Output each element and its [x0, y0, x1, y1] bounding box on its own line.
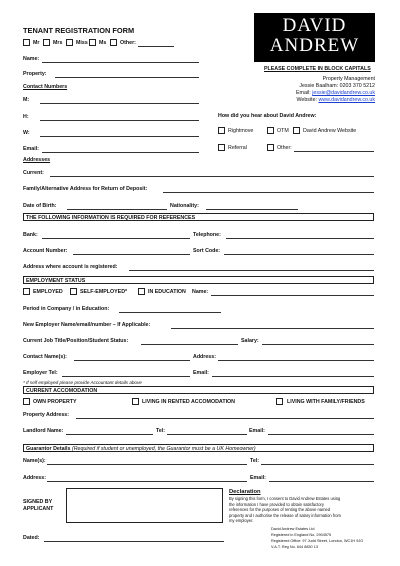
rightmove-checkbox[interactable] — [218, 127, 225, 134]
referral-label: Referral — [228, 145, 247, 151]
account-address-field[interactable] — [129, 270, 374, 271]
employer-email-label: Email: — [193, 370, 209, 376]
account-address-text: Address where account is registered: — [23, 264, 118, 270]
email-link[interactable]: jessie@davidandrew.co.uk — [312, 90, 375, 96]
website-link[interactable]: www.davidandrew.co.uk — [318, 97, 375, 103]
self-employed-checkbox[interactable] — [70, 288, 77, 295]
employer-address-label: Address: — [193, 354, 216, 360]
company-line-4: V.A.T. Reg No. 644 8830 13 — [271, 545, 318, 549]
contact-names-label: Contact Name(s): — [23, 354, 67, 360]
other-title-field[interactable] — [138, 46, 174, 47]
dob-label: Date of Birth: — [23, 203, 57, 209]
guarantor-tel-field[interactable] — [261, 464, 374, 465]
references-header — [23, 213, 374, 221]
mrs-checkbox[interactable] — [43, 39, 50, 46]
mrs-label: Mrs — [53, 40, 63, 46]
dept-text: Property Management — [322, 76, 375, 82]
self-employed-label: SELF-EMPLOYED* — [80, 289, 128, 295]
references-heading: THE FOLLOWING INFORMATION IS REQUIRED FOR REFERENCES — [26, 214, 196, 221]
form-title: TENANT REGISTRATION FORM — [23, 26, 135, 35]
account-address-label — [23, 264, 118, 270]
family-address-field[interactable] — [163, 192, 374, 193]
job-title-label: Current Job Title/Position/Student Status: — [23, 338, 129, 344]
dated-field[interactable] — [44, 541, 224, 542]
other-source-field[interactable] — [294, 151, 374, 152]
rented-checkbox[interactable] — [132, 398, 139, 405]
miss-label: Miss — [76, 40, 88, 46]
education-checkbox[interactable] — [138, 288, 145, 295]
work-field[interactable] — [40, 136, 199, 137]
guarantor-address-label: Address: — [23, 475, 46, 481]
guarantor-address-field[interactable] — [47, 481, 247, 482]
dated-label: Dated: — [23, 535, 40, 541]
employment-header — [23, 276, 374, 284]
name-label: Name: — [23, 56, 40, 62]
personal-email-label: Email: — [23, 146, 39, 152]
home-label: H: — [23, 114, 29, 120]
signed-by-label-2: APPLICANT — [23, 506, 54, 512]
bank-label: Bank: — [23, 232, 38, 238]
mr-checkbox[interactable] — [23, 39, 30, 46]
home-field[interactable] — [40, 120, 199, 121]
other-source-checkbox[interactable] — [267, 144, 274, 151]
self-employed-note: * If self employed please provide Accountant details above — [23, 380, 142, 385]
declaration-line-1: By signing this form, I consent to David Andrew Estates using — [229, 496, 341, 501]
other-source-label: Other: — [277, 145, 292, 151]
landlord-tel-label: Tel: — [156, 428, 166, 434]
sort-code-field[interactable] — [224, 254, 374, 255]
ms-checkbox[interactable] — [89, 39, 96, 46]
landlord-name-label: Landlord Name: — [23, 428, 64, 434]
own-property-label: OWN PROPERTY — [33, 399, 77, 405]
guarantor-email-label: Email: — [250, 475, 266, 481]
miss-checkbox[interactable] — [66, 39, 73, 46]
declaration-heading: Declaration — [229, 489, 261, 495]
declaration-line-2: the information I have provided to obtain satisfactory — [229, 501, 324, 507]
addresses-heading: Addresses — [23, 157, 51, 163]
declaration-line-4: property and I authorise the release of salary information from — [229, 512, 341, 518]
ms-label: Ms — [99, 40, 107, 46]
employer-email-field[interactable] — [212, 376, 374, 377]
current-address-label: Current: — [23, 170, 44, 176]
employer-tel-label: Employer Tel: — [23, 370, 58, 376]
landlord-tel-field[interactable] — [167, 434, 247, 435]
landlord-email-label: Email: — [249, 428, 265, 434]
salary-label: Salary: — [241, 338, 259, 344]
employment-heading: EMPLOYMENT STATUS — [26, 277, 86, 284]
name-field[interactable] — [42, 62, 199, 63]
declaration-line-3: references for the purposes of renting the above named — [229, 507, 331, 512]
declaration-line-5: my employer. — [229, 518, 254, 523]
salary-field[interactable] — [262, 344, 374, 345]
employer-tel-field[interactable] — [62, 376, 190, 377]
rightmove-label: Rightmove — [228, 128, 254, 134]
website-prefix: Website: — [296, 97, 319, 103]
guarantor-heading-wrap — [26, 446, 256, 452]
rented-label: LIVING IN RENTED ACCOMODATION — [142, 399, 235, 405]
logo-line-2: ANDREW — [269, 35, 360, 56]
guarantor-tel-label: Tel: — [250, 458, 260, 464]
contact-numbers-heading: Contact Numbers — [23, 84, 68, 90]
contact-names-field[interactable] — [74, 360, 190, 361]
block-capitals-note: PLEASE COMPLETE IN BLOCK CAPITALS — [264, 66, 371, 72]
family-friends-label: LIVING WITH FAMILY/FRIENDS — [287, 399, 365, 405]
employed-label: EMPLOYED — [33, 289, 63, 295]
guarantor-names-field[interactable] — [47, 464, 247, 465]
family-address-label: Family/Alternative Address for Return of Deposit: — [23, 186, 148, 192]
job-title-field[interactable] — [141, 344, 238, 345]
current-address-field[interactable] — [50, 176, 374, 177]
david-andrew-logo — [254, 13, 375, 62]
otm-label: OTM — [277, 128, 289, 134]
signed-by-label-1: SIGNED BY — [23, 499, 53, 505]
account-number-label: Account Number: — [23, 248, 68, 254]
contact-text: Jessie Baalham: 0203 370 5212 — [299, 83, 375, 89]
accommodation-heading: CURRENT ACCOMODATION — [26, 387, 98, 394]
mobile-label: M: — [23, 97, 30, 103]
new-employer-field[interactable] — [171, 328, 374, 329]
personal-email-field[interactable] — [42, 152, 199, 153]
new-employer-label: New Employer Name/email/number – If Applicable: — [23, 322, 151, 328]
work-label: W: — [23, 130, 30, 136]
guarantor-header — [23, 444, 374, 452]
mr-label: Mr — [33, 40, 40, 46]
bank-telephone-label: Telephone: — [193, 232, 221, 238]
employer-address-field[interactable] — [218, 360, 374, 361]
mobile-field[interactable] — [40, 103, 199, 104]
bank-telephone-field[interactable] — [226, 238, 374, 239]
bank-field[interactable] — [42, 238, 190, 239]
website-checkbox[interactable] — [293, 127, 300, 134]
employer-name-field[interactable] — [211, 295, 374, 296]
period-label: Period in Company / in Education: — [23, 306, 110, 312]
company-line-3: Registered Office: 97 Judd Street, London, WC1H 9JG — [271, 539, 364, 543]
logo-line-1: DAVID — [282, 15, 347, 36]
company-line-2: Registered in England No. 2904575 — [271, 533, 332, 537]
accommodation-header — [23, 386, 374, 394]
guarantor-note: (Required if student or unemployed, the Guarantor must be a UK Homeowner) — [70, 445, 256, 452]
property-address-field[interactable] — [76, 418, 374, 419]
sort-code-label: Sort Code: — [193, 248, 221, 254]
guarantor-names-label: Name(s): — [23, 458, 46, 464]
referral-checkbox[interactable] — [218, 144, 225, 151]
website-option-label: David Andrew Website — [303, 128, 357, 134]
other-title-checkbox[interactable] — [110, 39, 117, 46]
employer-name-label: Name: — [192, 289, 209, 295]
header-website — [234, 97, 375, 103]
company-line-1: David Andrew Estates Ltd — [271, 527, 315, 531]
property-label: Property: — [23, 71, 47, 77]
own-property-checkbox[interactable] — [23, 398, 30, 405]
guarantor-email-field[interactable] — [269, 481, 374, 482]
otm-checkbox[interactable] — [267, 127, 274, 134]
landlord-name-field[interactable] — [66, 434, 153, 435]
nationality-field[interactable] — [206, 209, 298, 210]
guarantor-heading: Guarantor Details — [26, 445, 71, 452]
hear-question: How did you hear about David Andrew: — [218, 113, 317, 119]
other-title-label: Other: — [120, 40, 136, 46]
header-email — [234, 90, 375, 96]
signature-box[interactable] — [66, 488, 223, 523]
period-field[interactable] — [119, 312, 221, 313]
email-prefix: Email: — [296, 90, 313, 96]
education-label: IN EDUCATION — [148, 289, 186, 295]
employed-checkbox[interactable] — [23, 288, 30, 295]
account-number-field[interactable] — [73, 254, 190, 255]
landlord-email-field[interactable] — [268, 434, 374, 435]
property-address-label: Property Address: — [23, 412, 70, 418]
family-friends-checkbox[interactable] — [276, 398, 283, 405]
nationality-label: Nationality: — [170, 203, 199, 209]
property-field[interactable] — [55, 77, 199, 78]
dob-field[interactable] — [67, 209, 167, 210]
